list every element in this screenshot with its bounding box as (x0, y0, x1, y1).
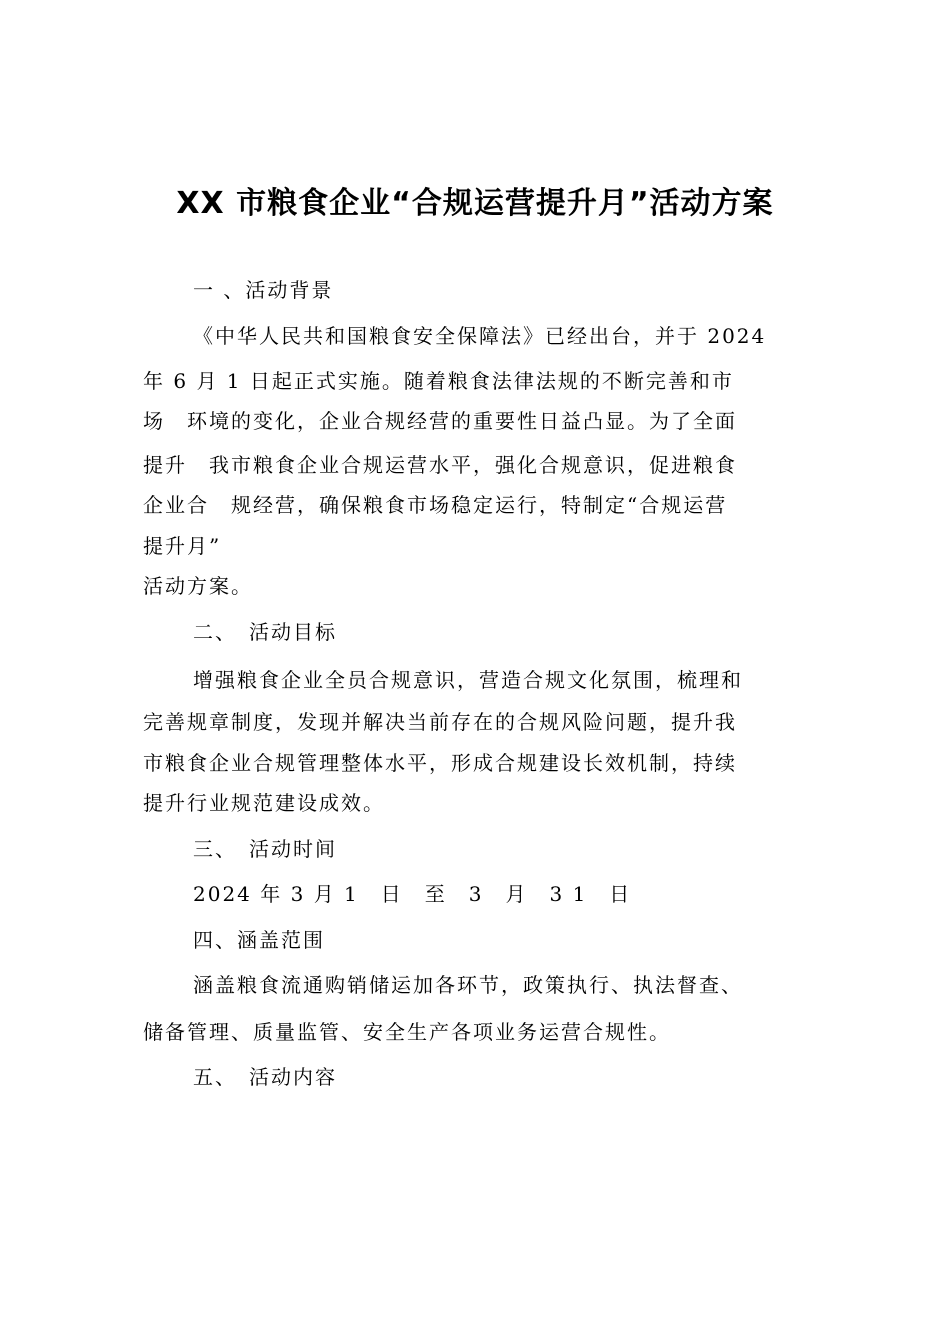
section-heading-time: 三、 活动时间 (193, 837, 337, 861)
paragraph-line: 2024 年 3 月 1 日 至 3 月 3 1 日 (193, 882, 632, 906)
paragraph-line: 储备管理、质量监管、安全生产各项业务运营合规性。 (143, 1020, 671, 1044)
section-heading-content: 五、 活动内容 (193, 1065, 337, 1089)
paragraph-line: 年 6 月 1 日起正式实施。随着粮食法律法规的不断完善和市 (143, 369, 734, 393)
section-heading-scope: 四、涵盖范围 (193, 928, 325, 952)
paragraph-line: 场 环境的变化，企业合规经营的重要性日益凸显。为了全面 (143, 409, 737, 433)
paragraph-line: 增强粮食企业全员合规意识，营造合规文化氛围，梳理和 (193, 668, 743, 692)
paragraph-line: 涵盖粮食流通购销储运加各环节，政策执行、执法督查、 (193, 973, 743, 997)
paragraph-line: 市粮食企业合规管理整体水平，形成合规建设长效机制，持续 (143, 751, 737, 775)
paragraph-line: 提升行业规范建设成效。 (143, 791, 385, 815)
section-heading-background: 一 、活动背景 (193, 278, 334, 302)
document-title: XX 市粮食企业“合规运营提升月”活动方案 (176, 186, 774, 221)
paragraph-line: 《中华人民共和国粮食安全保障法》已经出台，并于 2024 (193, 324, 767, 348)
paragraph-line: 完善规章制度，发现并解决当前存在的合规风险问题，提升我 (143, 710, 737, 734)
section-heading-goal: 二、 活动目标 (193, 620, 337, 644)
paragraph-line: 活动方案。 (143, 574, 253, 598)
paragraph-line: 企业合 规经营，确保粮食市场稳定运行，特制定“合规运营 (143, 493, 728, 517)
paragraph-line: 提升 我市粮食企业合规运营水平，强化合规意识，促进粮食 (143, 453, 737, 477)
paragraph-line: 提升月” (143, 534, 222, 558)
